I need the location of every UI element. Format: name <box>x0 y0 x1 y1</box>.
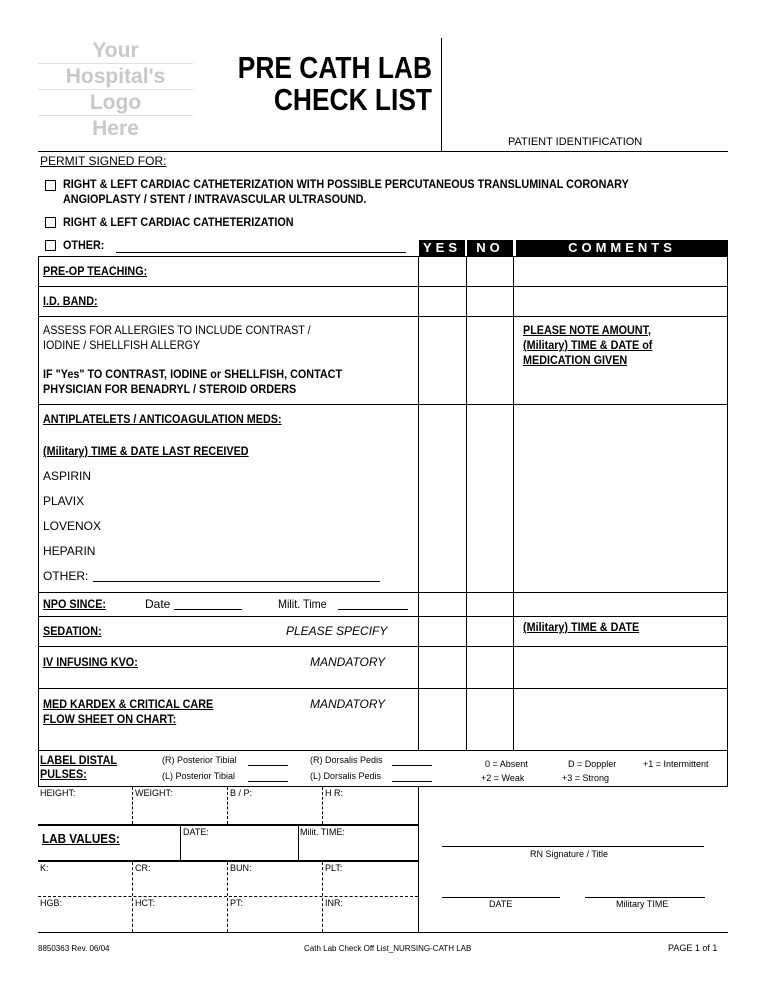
heart-rate-field[interactable]: H R: <box>325 788 343 798</box>
hospital-logo-placeholder <box>38 38 193 148</box>
signature-time-line[interactable] <box>585 897 705 898</box>
npo-date-label: Date <box>145 597 171 611</box>
kardex-note: MANDATORY <box>310 697 386 711</box>
med-heparin: HEPARIN <box>43 544 96 558</box>
legend-absent: 0 = Absent <box>485 759 528 769</box>
vitals-divider-3 <box>322 787 323 824</box>
preop-teaching-label: PRE-OP TEACHING: <box>43 264 148 278</box>
allergy-instruction-line-1: IF "Yes" TO CONTRAST, IODINE or SHELLFISH, CONTACT <box>43 367 343 381</box>
logo-line-3: Logo <box>38 90 193 116</box>
row-rule-5 <box>38 616 728 617</box>
l-posterior-tibial-field[interactable] <box>248 781 288 782</box>
header-rule <box>38 151 728 152</box>
lab-hgb-field[interactable]: HGB: <box>40 898 63 908</box>
lab-grid-mid-rule <box>38 896 418 897</box>
lab-time-field[interactable]: Milit. TIME: <box>300 827 345 837</box>
allergy-assessment <box>43 323 311 353</box>
weight-field[interactable]: WEIGHT: <box>135 788 173 798</box>
rn-signature-label: RN Signature / Title <box>530 849 609 859</box>
lab-bun-field[interactable]: BUN: <box>230 863 252 873</box>
row-rule-4 <box>38 592 728 593</box>
npo-time-label: Milit. Time <box>278 597 327 611</box>
med-lovenox: LOVENOX <box>43 519 102 533</box>
npo-date-field[interactable] <box>174 609 242 610</box>
lab-pt-field[interactable]: PT: <box>230 898 244 908</box>
no-column-header: NO <box>467 240 513 256</box>
id-band-label: I.D. BAND: <box>43 294 98 308</box>
anticoagulation-heading: ANTIPLATELETS / ANTICOAGULATION MEDS: <box>43 412 282 426</box>
lab-inr-field[interactable]: INR: <box>325 898 343 908</box>
bottom-section-bottom-rule <box>38 932 728 933</box>
comments-column-header: COMMENTS <box>516 240 728 256</box>
title-line-2: CHECK LIST <box>273 82 432 117</box>
distal-pulses-label <box>40 753 117 781</box>
sedation-comment: (Military) TIME & DATE <box>523 620 640 634</box>
l-posterior-tibial-label: (L) Posterior Tibial <box>162 771 236 781</box>
blood-pressure-field[interactable]: B / P: <box>230 788 253 798</box>
logo-line-4: Here <box>92 117 139 140</box>
r-dorsalis-pedis-field[interactable] <box>392 765 432 766</box>
lab-hct-field[interactable]: HCT: <box>135 898 155 908</box>
signature-date-label: DATE <box>489 899 513 909</box>
row-rule-3 <box>38 404 728 405</box>
sedation-label: SEDATION: <box>43 624 102 638</box>
r-posterior-tibial-field[interactable] <box>248 765 288 766</box>
comments-column-left-border <box>513 256 514 750</box>
vitals-divider-1 <box>132 787 133 824</box>
footer-form-name: Cath Lab Check Off List_NURSING-CATH LAB <box>304 944 472 953</box>
bottom-section-divider <box>418 786 419 932</box>
iv-infusing-label: IV INFUSING KVO: <box>43 655 138 669</box>
logo-line-2: Hospital's <box>38 64 193 90</box>
legend-weak: +2 = Weak <box>481 773 525 783</box>
allergy-comment-line-3: MEDICATION GIVEN <box>523 353 628 367</box>
pulses-label-line-2: PULSES: <box>40 767 87 781</box>
signature-date-line[interactable] <box>442 897 560 898</box>
permit-option-1-checkbox[interactable] <box>45 180 56 191</box>
allergy-comment-note <box>523 323 652 368</box>
table-left-border <box>38 256 39 786</box>
npo-time-field[interactable] <box>338 609 408 610</box>
lab-values-heading: LAB VALUES: <box>42 831 120 846</box>
rn-signature-line[interactable] <box>442 846 704 847</box>
row-rule-1 <box>38 286 728 287</box>
anticoagulation-time-label: (Military) TIME & DATE LAST RECEIVED <box>43 444 249 458</box>
l-dorsalis-pedis-label: (L) Dorsalis Pedis <box>310 771 382 781</box>
yes-column-header: YES <box>419 240 465 256</box>
form-number: 8850363 Rev. 06/04 <box>38 944 110 953</box>
no-column-left-border <box>466 256 467 750</box>
kardex-line-2: FLOW SHEET ON CHART: <box>43 712 177 726</box>
logo-line-1: Your <box>38 38 193 64</box>
allergy-comment-line-1: PLEASE NOTE AMOUNT, <box>523 323 652 337</box>
row-rule-2 <box>38 316 728 317</box>
title-line-1: PRE CATH LAB <box>237 50 432 85</box>
lab-divider-2 <box>298 826 299 860</box>
permit-option-2: RIGHT & LEFT CARDIAC CATHETERIZATION <box>63 215 294 229</box>
lab-header-rule <box>38 860 418 862</box>
allergy-instruction <box>43 367 342 397</box>
table-right-border <box>727 256 728 786</box>
kardex-line-1: MED KARDEX & CRITICAL CARE <box>43 697 214 711</box>
row-rule-8 <box>38 750 728 751</box>
r-dorsalis-pedis-label: (R) Dorsalis Pedis <box>310 755 383 765</box>
sedation-note: PLEASE SPECIFY <box>286 624 388 638</box>
permit-option-3-checkbox[interactable] <box>45 240 56 251</box>
iv-note: MANDATORY <box>310 655 386 669</box>
permit-other-field[interactable] <box>116 252 406 253</box>
med-aspirin: ASPIRIN <box>43 469 92 483</box>
lab-cr-field[interactable]: CR: <box>135 863 151 873</box>
kardex-label <box>43 697 213 727</box>
allergy-line-1: ASSESS FOR ALLERGIES TO INCLUDE CONTRAST / <box>43 323 311 337</box>
vitals-bottom-rule <box>38 824 418 826</box>
lab-grid-divider-2 <box>227 862 228 932</box>
row-rule-0 <box>38 256 728 257</box>
page-number: PAGE 1 of 1 <box>668 943 718 953</box>
permit-option-2-checkbox[interactable] <box>45 217 56 228</box>
height-field[interactable]: HEIGHT: <box>40 788 76 798</box>
allergy-comment-line-2: (Military) TIME & DATE of <box>523 338 653 352</box>
allergy-instruction-line-2: PHYSICIAN FOR BENADRYL / STEROID ORDERS <box>43 382 297 396</box>
legend-doppler: D = Doppler <box>568 759 617 769</box>
med-other-label: OTHER: <box>43 569 89 583</box>
bottom-section-top-rule <box>38 786 728 787</box>
permit-heading: PERMIT SIGNED FOR: <box>40 154 167 168</box>
allergy-line-2: IODINE / SHELLFISH ALLERGY <box>43 338 201 352</box>
permit-option-3: OTHER: <box>63 238 105 252</box>
pulses-label-line-1: LABEL DISTAL <box>40 753 118 767</box>
lab-grid-divider-1 <box>132 862 133 932</box>
row-rule-6 <box>38 646 728 647</box>
r-posterior-tibial-label: (R) Posterior Tibial <box>162 755 237 765</box>
header-divider <box>441 38 442 151</box>
patient-identification-label: PATIENT IDENTIFICATION <box>508 136 643 148</box>
legend-intermittent: +1 = Intermittent <box>643 759 709 769</box>
l-dorsalis-pedis-field[interactable] <box>392 781 432 782</box>
lab-divider-1 <box>180 826 181 860</box>
npo-since-label: NPO SINCE: <box>43 597 107 611</box>
permit-option-1 <box>63 177 629 207</box>
med-other-field[interactable] <box>93 581 380 582</box>
lab-date-field[interactable]: DATE: <box>183 827 209 837</box>
permit-option-1-line-1: RIGHT & LEFT CARDIAC CATHETERIZATION WITH POSSIBLE PERCUTANEOUS TRANSLUMINAL CORONARY <box>63 177 629 191</box>
lab-k-field[interactable]: K: <box>40 863 49 873</box>
yes-column-left-border <box>418 256 419 750</box>
lab-grid-divider-3 <box>322 862 323 932</box>
vitals-divider-2 <box>227 787 228 824</box>
legend-strong: +3 = Strong <box>562 773 610 783</box>
signature-time-label: Military TIME <box>616 899 669 909</box>
form-title <box>228 52 432 116</box>
lab-plt-field[interactable]: PLT: <box>325 863 343 873</box>
row-rule-7 <box>38 688 728 689</box>
permit-option-1-line-2: ANGIOPLASTY / STENT / INTRAVASCULAR ULTRASOUND. <box>63 192 367 206</box>
med-plavix: PLAVIX <box>43 494 85 508</box>
